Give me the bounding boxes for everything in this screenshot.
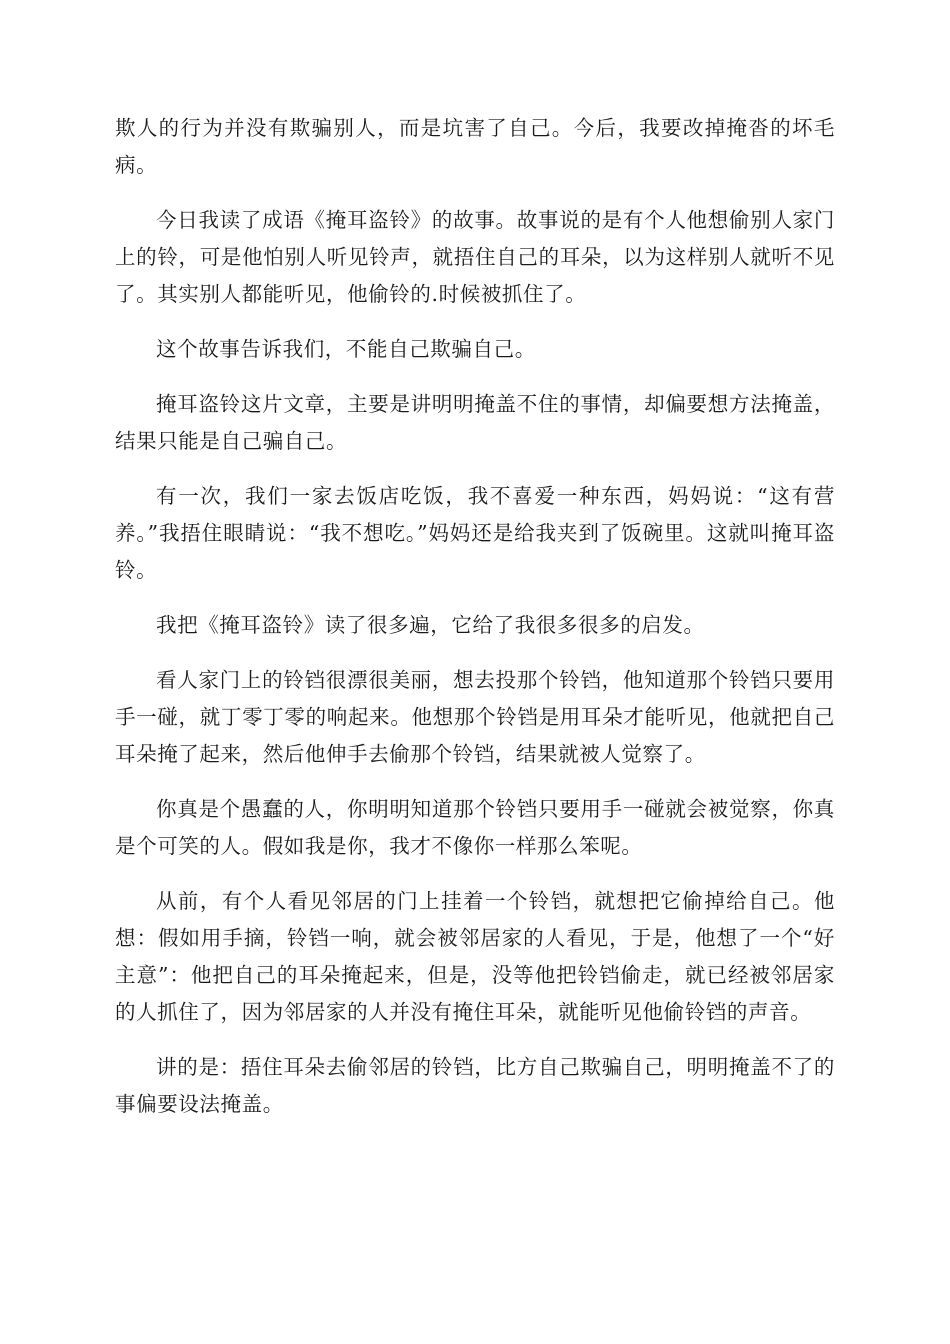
paragraph: 讲的是：捂住耳朵去偷邻居的铃铛，比方自己欺骗自己，明明掩盖不了的事偏要设法掩盖。	[115, 1055, 835, 1116]
paragraph: 看人家门上的铃铛很漂很美丽，想去投那个铃铛，他知道那个铃铛只要用手一碰，就丁零丁零的响起来。他想那个铃铛是用耳朵才能听见，他就把自己耳朵掩了起来，然后他伸手去偷那个铃铛，结果就被人觉察了。	[115, 668, 835, 766]
paragraph: 有一次，我们一家去饭店吃饭，我不喜爱一种东西，妈妈说：“这有营养。”我捂住眼睛说：“我不想吃。”妈妈还是给我夹到了饭碗里。这就叫掩耳盗铃。	[115, 484, 835, 582]
paragraph: 今日我读了成语《掩耳盗铃》的故事。故事说的是有个人他想偷别人家门上的铃，可是他怕别人听见铃声，就捂住自己的耳朵，以为这样别人就听不见了。其实别人都能听见，他偷铃的.时候被抓住了。	[115, 208, 835, 306]
paragraph: 欺人的行为并没有欺骗别人，而是坑害了自己。今后，我要改掉掩沓的坏毛病。	[115, 116, 835, 177]
paragraph: 掩耳盗铃这片文章，主要是讲明明掩盖不住的事情，却偏要想方法掩盖，结果只能是自己骗自己。	[115, 392, 835, 453]
document-body	[115, 110, 835, 1141]
paragraph: 从前，有个人看见邻居的门上挂着一个铃铛，就想把它偷掉给自己。他想：假如用手摘，铃铛一响，就会被邻居家的人看见，于是，他想了一个“好主意”：他把自己的耳朵掩起来，但是，没等他把铃铛偷走，就已经被邻居家的人抓住了，因为邻居家的人并没有掩住耳朵，就能听见他偷铃铛的声音。	[115, 889, 835, 1024]
paragraph: 这个故事告诉我们，不能自己欺骗自己。	[156, 337, 536, 361]
paragraph: 我把《掩耳盗铃》读了很多遍，它给了我很多很多的启发。	[156, 613, 705, 637]
paragraph: 你真是个愚蠢的人，你明明知道那个铃铛只要用手一碰就会被觉察，你真是个可笑的人。假如我是你，我才不像你一样那么笨呢。	[115, 797, 835, 858]
